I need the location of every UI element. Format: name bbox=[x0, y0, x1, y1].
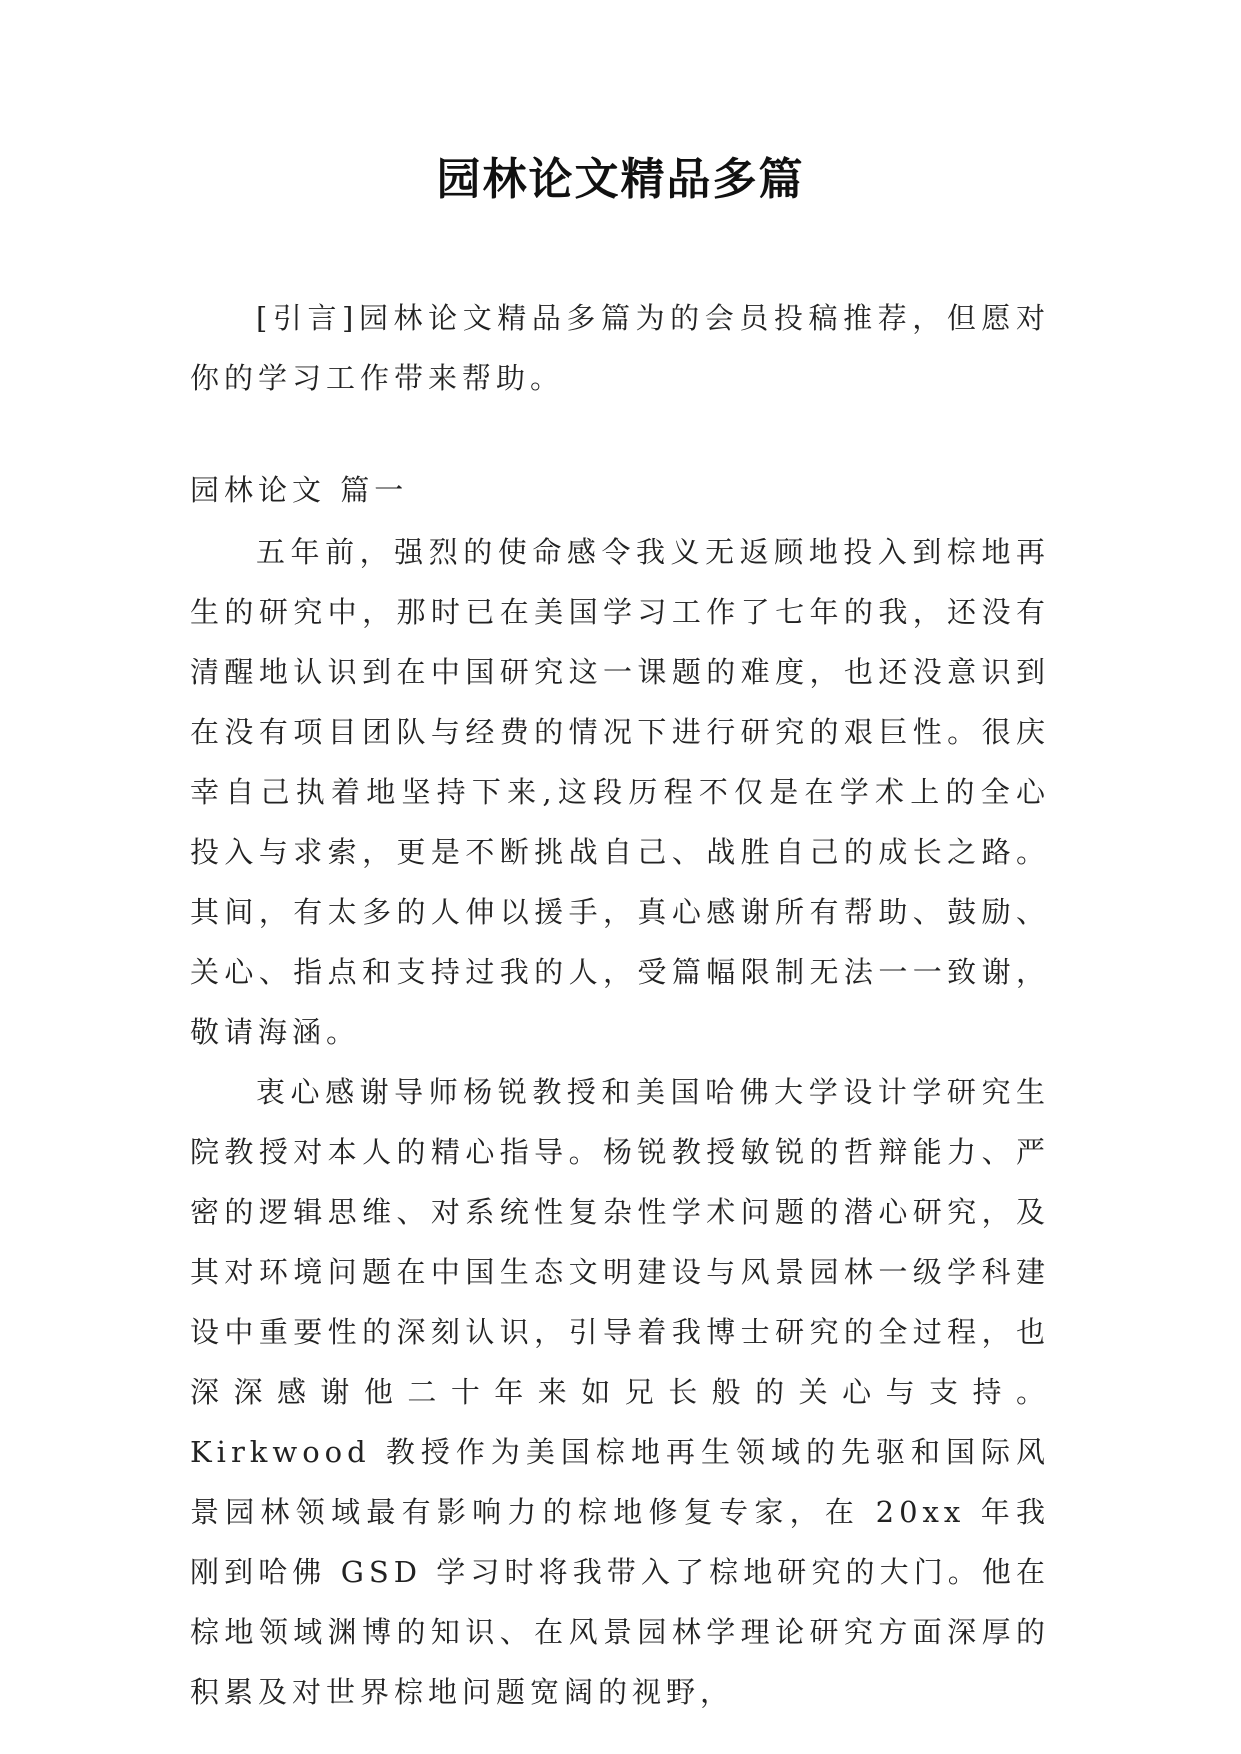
intro-paragraph: [引言]园林论文精品多篇为的会员投稿推荐，但愿对你的学习工作带来帮助。 bbox=[190, 301, 1050, 395]
document-title: 园林论文精品多篇 bbox=[436, 154, 805, 205]
intro-block bbox=[190, 288, 1050, 408]
body-paragraph: 五年前，强烈的使命感令我义无返顾地投入到棕地再生的研究中，那时已在美国学习工作了七年的我，还没有清醒地认识到在中国研究这一课题的难度，也还没意识到在没有项目团队与经费的情况下进行研究的艰巨性。很庆幸自己执着地坚持下来,这段历程不仅是在学术上的全心投入与求索，更是不断挑战自己、战胜自己的成长之路。其间，有太多的人伸以援手，真心感谢所有帮助、鼓励、关心、指点和支持过我的人，受篇幅限制无法一一致谢，敬请海涵。 bbox=[190, 535, 1050, 1049]
body-paragraph: 衷心感谢导师杨锐教授和美国哈佛大学设计学研究生院教授对本人的精心指导。杨锐教授敏锐的哲辩能力、严密的逻辑思维、对系统性复杂性学术问题的潜心研究，及其对环境问题在中国生态文明建设与风景园林一级学科建设中重要性的深刻认识，引导着我博士研究的全过程，也深深感谢他二十年来如兄长般的关心与支持。Kirkwood 教授作为美国棕地再生领域的先驱和国际风景园林领域最有影响力的棕地修复专家，在 20xx 年我刚到哈佛 GSD 学习时将我带入了棕地研究的大门。他在棕地领域渊博的知识、在风景园林学理论研究方面深厚的积累及对世界棕地问题宽阔的视野， bbox=[190, 1075, 1050, 1709]
section-heading: 园林论文 篇一 bbox=[190, 473, 409, 507]
content-block bbox=[190, 522, 1050, 1722]
